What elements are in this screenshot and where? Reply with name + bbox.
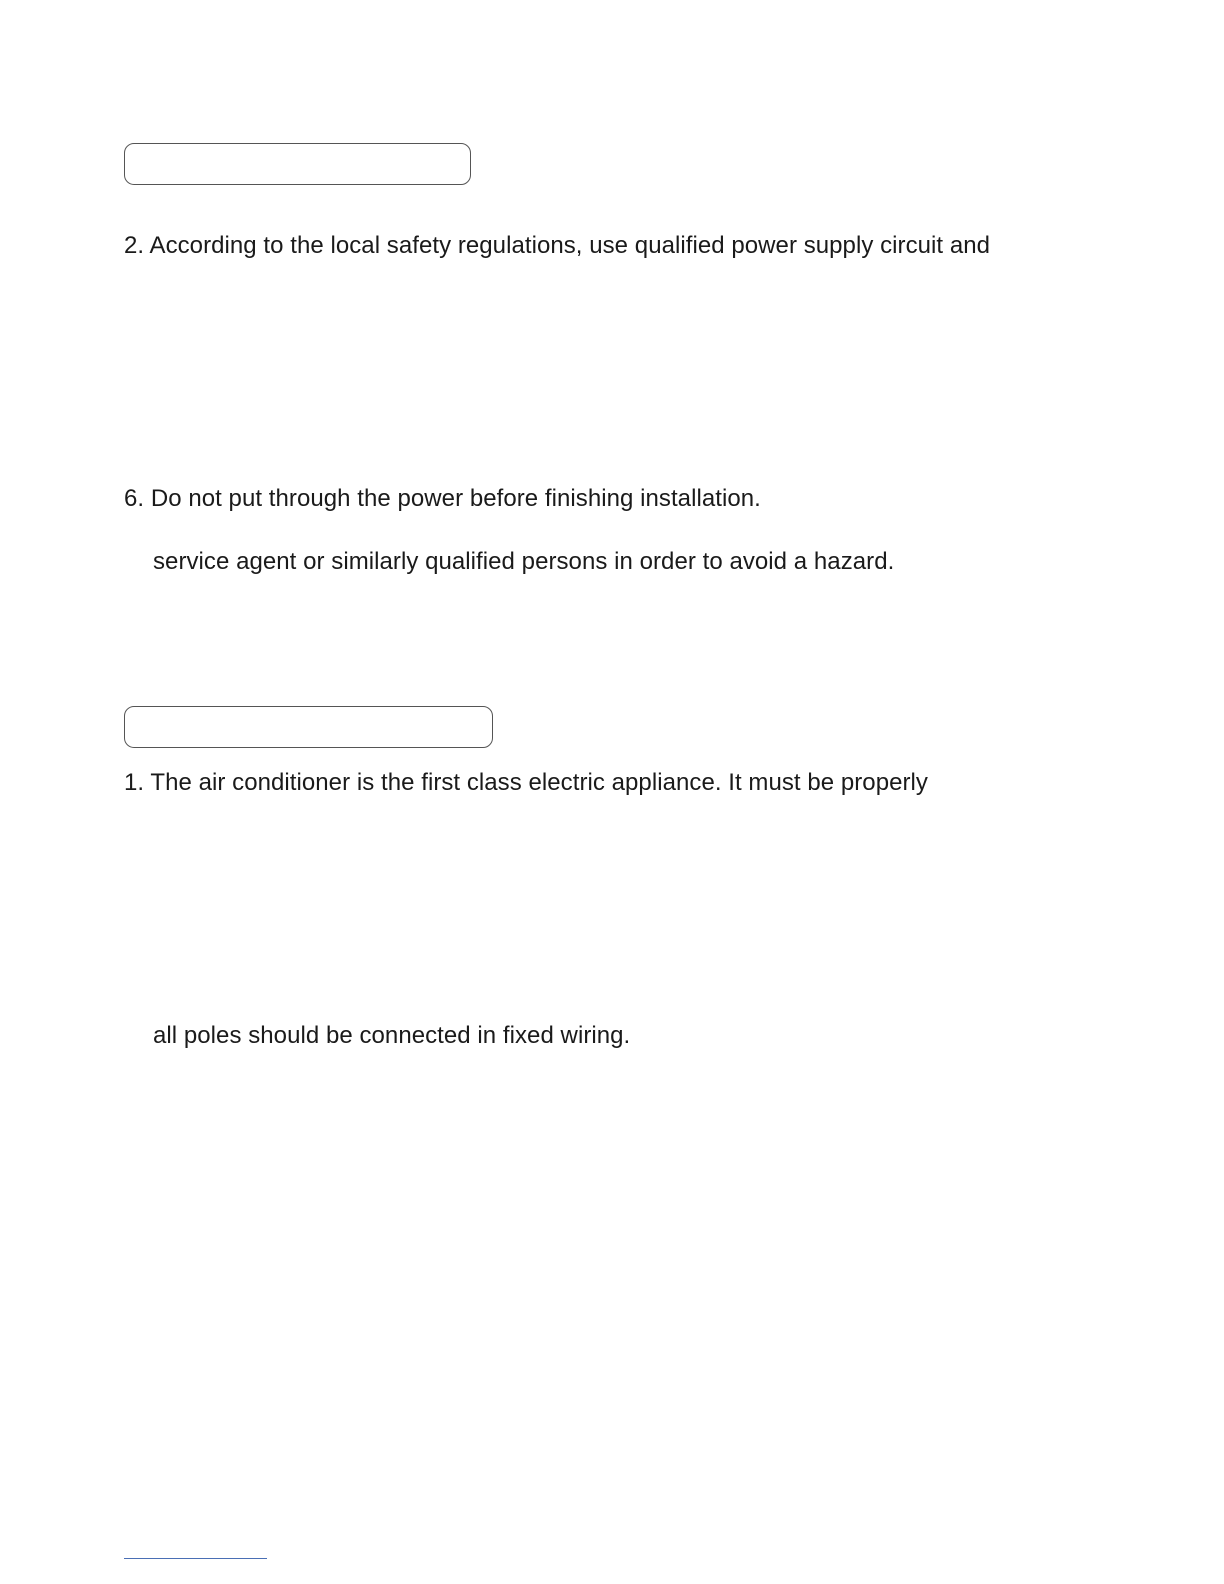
- paragraph-line-continuation-1: service agent or similarly qualified persons in order to avoid a hazard.: [153, 548, 895, 575]
- footnote-separator: [124, 1558, 267, 1559]
- paragraph-line-item-1: 1. The air conditioner is the first class electric appliance. It must be properly: [124, 769, 928, 796]
- paragraph-line-continuation-2: all poles should be connected in fixed wiring.: [153, 1022, 631, 1049]
- section-heading-box-1: [124, 143, 471, 185]
- section-heading-box-2: [124, 706, 493, 748]
- paragraph-line-item-2: 2. According to the local safety regulations, use qualified power supply circuit and: [124, 232, 991, 259]
- paragraph-line-item-6: 6. Do not put through the power before finishing installation.: [124, 485, 761, 512]
